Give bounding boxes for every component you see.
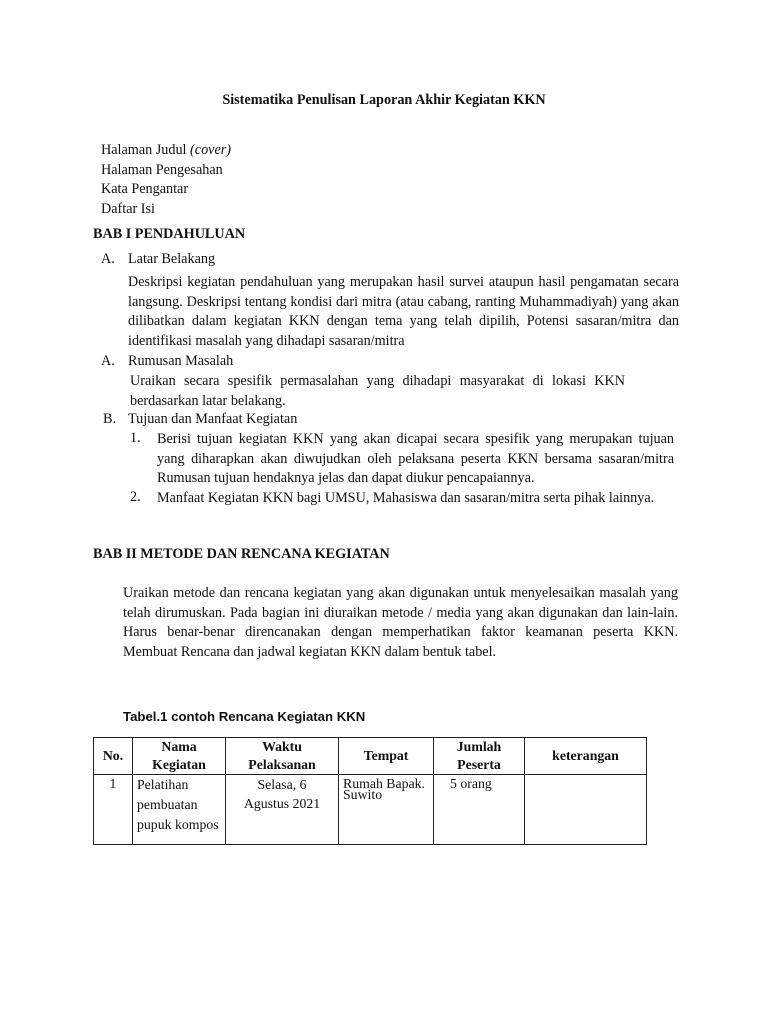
table-header-row xyxy=(94,738,647,775)
section-b-text: Uraikan secara spesifik permasalahan yang dihadapi masyarakat di lokasi KKN berdasarkan latar belakang. xyxy=(130,373,625,409)
page-title: Sistematika Penulisan Laporan Akhir Kegiatan KKN xyxy=(222,92,546,108)
section-a-marker: A. xyxy=(101,251,115,267)
list-item-text: Berisi tujuan kegiatan KKN yang akan dicapai secara spesifik yang merupakan tujuan yang diharapkan akan diwujudkan oleh pelaksana peserta KKN bersama sasaran/mitra Rumusan tujuan hendaknya jelas dan dapat diukur pencapaiannya. xyxy=(157,431,674,487)
cell-keterangan xyxy=(525,775,647,845)
cover-label: Halaman Judul xyxy=(101,142,191,158)
front-matter-item: Daftar Isi xyxy=(101,201,155,217)
section-a-text: Deskripsi kegiatan pendahuluan yang merupakan hasil survei ataupun hasil pengamatan secara langsung. Deskripsi tentang kondisi dari mitra (atau cabang, ranting Muhammadiyah) yang akan dilibatkan dalam kegiatan KKN dengan tema yang telah dipilih, Potensi sasaran/mitra dan identifikasi masalah yang dihadapi sasaran/mitra xyxy=(128,274,679,349)
cell-tempat: Rumah Bapak. Suwito xyxy=(339,775,434,845)
bab1-heading: BAB I PENDAHULUAN xyxy=(93,226,246,242)
bab2-text: Uraikan metode dan rencana kegiatan yang akan digunakan untuk menyelesaikan masalah yang telah dirumuskan. Pada bagian ini diuraikan metode / media yang akan digunakan dan lain-lain. Harus benar-benar direncanakan dengan memperhatikan faktor keamanan peserta KKN. Membuat Rencana dan jadwal kegiatan KKN dalam bentuk tabel. xyxy=(123,585,678,660)
list-item-number: 1. xyxy=(130,430,141,446)
rencana-kegiatan-table xyxy=(93,737,647,845)
table-caption: Tabel.1 contoh Rencana Kegiatan KKN xyxy=(123,709,366,724)
list-item-number: 2. xyxy=(130,489,141,505)
section-a-title: Latar Belakang xyxy=(128,251,216,267)
bab2-heading: BAB II METODE DAN RENCANA KEGIATAN xyxy=(93,546,390,562)
list-item-text: Manfaat Kegiatan KKN bagi UMSU, Mahasiswa dan sasaran/mitra serta pihak lainnya. xyxy=(157,490,655,506)
front-matter-cover xyxy=(101,142,231,159)
header-waktu: Waktu Pelaksanan xyxy=(226,738,339,775)
front-matter-item: Halaman Pengesahan xyxy=(101,162,223,178)
cell-kegiatan: Pelatihan pembuatan pupuk kompos xyxy=(133,775,226,845)
section-b-title: Rumusan Masalah xyxy=(128,353,234,369)
section-c-title: Tujuan dan Manfaat Kegiatan xyxy=(128,411,298,427)
section-c-marker: B. xyxy=(103,411,117,427)
cell-no: 1 xyxy=(94,775,133,845)
front-matter-item: Kata Pengantar xyxy=(101,181,189,197)
header-no: No. xyxy=(94,738,133,775)
cell-waktu: Selasa, 6 Agustus 2021 xyxy=(226,775,339,845)
cell-jumlah: 5 orang xyxy=(434,775,525,845)
header-jumlah: Jumlah Peserta xyxy=(434,738,525,775)
header-tempat: Tempat xyxy=(339,738,434,775)
header-keterangan: keterangan xyxy=(525,738,647,775)
cover-italic: (cover) xyxy=(190,142,232,158)
table-row xyxy=(94,775,647,845)
header-nama-kegiatan: Nama Kegiatan xyxy=(133,738,226,775)
section-b-marker: A. xyxy=(101,353,115,369)
